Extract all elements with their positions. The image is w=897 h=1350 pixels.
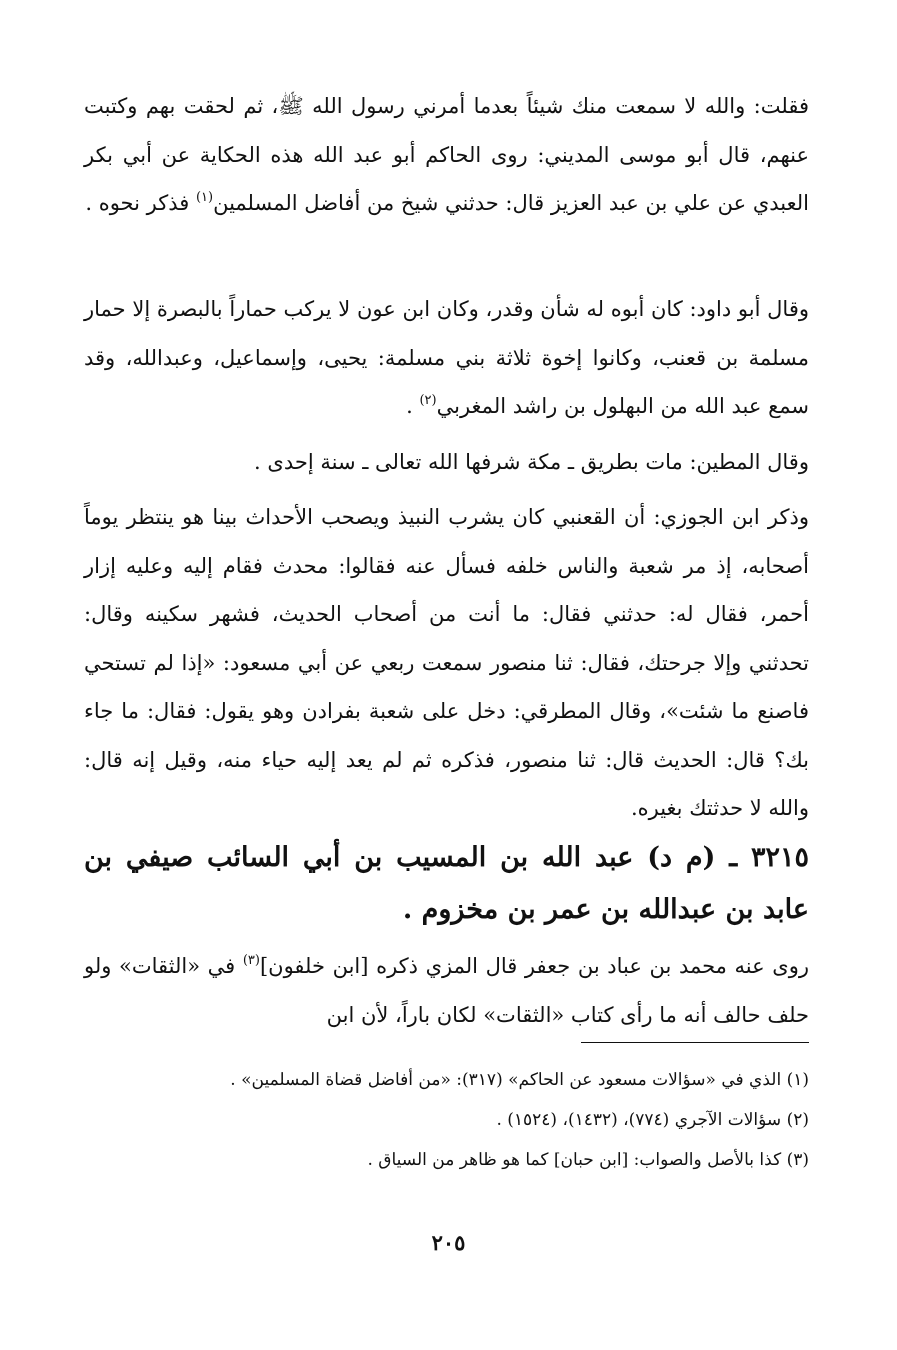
paragraph-2 bbox=[84, 285, 809, 431]
footnotes bbox=[84, 1060, 809, 1180]
paragraph-5 bbox=[84, 942, 809, 1039]
footnote-marker: (٢) bbox=[419, 392, 437, 408]
paragraph-text: وقال أبو داود: كان أبوه له شأن وقدر، وكان ابن عون لا يركب حماراً بالبصرة إلا حمار مسلمة بن قعنب، وكانوا إخوة ثلاثة بني مسلمة: يحيى، وإسماعيل، وعبدالله، وقد سمع عبد الله من البهلول بن راشد المغربي bbox=[84, 297, 809, 418]
paragraph-3: وقال المطين: مات بطريق ـ مكة شرفها الله تعالى ـ سنة إحدى . bbox=[254, 450, 809, 474]
paragraph-tail: . bbox=[406, 394, 420, 418]
entry-heading: ٣٢١٥ ـ (م د) عبد الله بن المسيب بن أبي السائب صيفي بن عابد بن عبدالله بن عمر بن مخزوم . bbox=[84, 842, 809, 925]
paragraph-1 bbox=[84, 82, 809, 228]
paragraph-text: روى عنه محمد بن عباد بن جعفر قال المزي ذكره [ابن خلفون] bbox=[259, 954, 809, 978]
paragraph-text: فقلت: والله لا سمعت منك شيئاً بعدما أمرني رسول الله ﷺ، ثم لحقت بهم وكتبت عنهم، قال أبو موسى المديني: روى الحاكم أبو عبد الله هذه الحكاية عن أبي بكر العبدي عن علي بن عبد العزيز قال: حدثني شيخ من أفاضل المسلمين bbox=[84, 94, 809, 215]
paragraph-tail: في «الثقات» ولو حلف حالف أنه ما رأى كتاب «الثقات» لكان باراً، لأن ابن bbox=[84, 954, 809, 1027]
page-number: ٢٠٥ bbox=[431, 1230, 466, 1255]
paragraph-4: وذكر ابن الجوزي: أن القعنبي كان يشرب النبيذ ويصحب الأحداث بينا هو ينتظر يوماً أصحابه، إذ مر شعبة والناس خلفه فسأل عنه فقالوا: محدث فقام إليه وعليه إزار أحمر، فقال له: حدثني فقال: ما أنت من أصحاب الحديث، فشهر سكينه وقال: تحدثني وإلا جرحتك، فقال: ثنا منصور سمعت ربعي عن أبي مسعود: «إذا لم تستحي فاصنع ما شئت»، وقال المطرقي: دخل على شعبة بفرادن وهو يقول: فقال: ما جاء بك؟ قال: الحديث قال: ثنا منصور، فذكره ثم لم يعد إليه حياء منه، وقيل إنه قال: والله لا حدثتك بغيره. bbox=[84, 505, 809, 820]
footnote-3: (٣) كذا بالأصل والصواب: [ابن حبان] كما هو ظاهر من السياق . bbox=[367, 1150, 809, 1170]
footnote-2: (٢) سؤالات الآجري (٧٧٤)، (١٤٣٢)، (١٥٢٤) . bbox=[496, 1110, 809, 1130]
footnote-1: (١) الذي في «سؤالات مسعود عن الحاكم» (٣١٧): «من أفاضل قضاة المسلمين» . bbox=[230, 1070, 809, 1090]
footnote-divider bbox=[581, 1042, 809, 1043]
footnote-marker: (١) bbox=[195, 189, 214, 205]
paragraph-tail: فذكر نحوه . bbox=[85, 191, 196, 215]
footnote-marker: (٣) bbox=[242, 952, 260, 968]
